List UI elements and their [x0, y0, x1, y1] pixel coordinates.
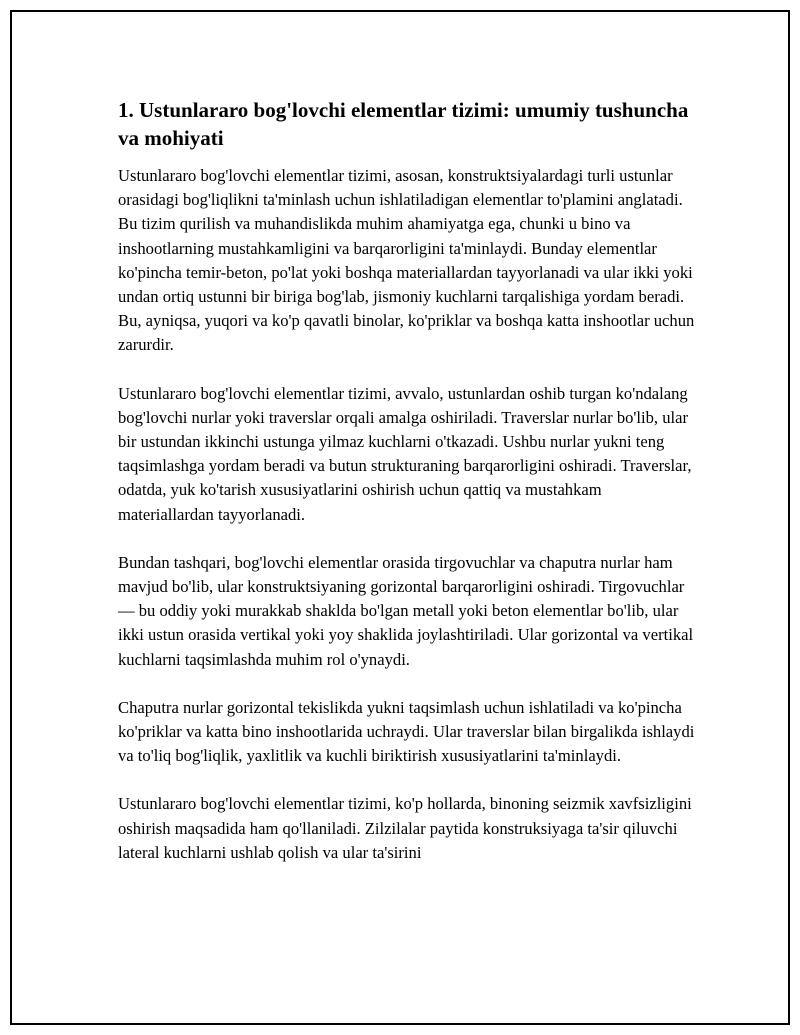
paragraph-5: Ustunlararo bog'lovchi elementlar tizimi, ko'p hollarda, binoning seizmik xavfsizligini oshirish maqsadida ham qo'llaniladi. Zilzilalar paytida konstruksiyaga ta'sir qiluvchi lateral kuchlarni ushlab qolish va ular ta'sirini	[118, 794, 692, 862]
document-page	[10, 10, 790, 1025]
section-heading: 1. Ustunlararo bog'lovchi elementlar tizimi: umumiy tushuncha va mohiyati	[118, 98, 689, 150]
document-body	[118, 96, 698, 889]
paragraph-1: Ustunlararo bog'lovchi elementlar tizimi, asosan, konstruktsiyalardagi turli ustunlar orasidagi bog'liqlikni ta'minlash uchun ishlatiladigan elementlar to'plamini anglatadi. Bu tizim qurilish va muhandislikda muhim ahamiyatga ega, chunki u bino va inshootlarning mustahkamligini va barqarorligini ta'minlaydi. Bunday elementlar ko'pincha temir-beton, po'lat yoki boshqa materiallardan tayyorlanadi va ular ikki yoki undan ortiq ustunni bir biriga bog'lab, jismoniy kuchlarni tarqalishiga yordam beradi. Bu, ayniqsa, yuqori va ko'p qavatli binolar, ko'priklar va boshqa katta inshootlar uchun zarurdir.	[118, 166, 695, 355]
paragraph-2: Ustunlararo bog'lovchi elementlar tizimi, avvalo, ustunlardan oshib turgan ko'ndalang bog'lovchi nurlar yoki traverslar orqali amalga oshiriladi. Traverslar nurlar bo'lib, ular bir ustundan ikkinchi ustunga yilmaz kuchlarni o'tkazadi. Ushbu nurlar yukni teng taqsimlashga yordam beradi va butun strukturaning barqarorligini oshiradi. Traverslar, odatda, yuk ko'tarish xususiyatlarini oshirish uchun qattiq va mustahkam materiallardan tayyorlanadi.	[118, 383, 692, 524]
paragraph-3: Bundan tashqari, bog'lovchi elementlar orasida tirgovuchlar va chaputra nurlar ham mavjud bo'lib, ular konstruktsiyaning gorizontal barqarorligini oshiradi. Tirgovuchlar — bu oddiy yoki murakkab shaklda bo'lgan metall yoki beton elementlar bo'lib, ular ikki ustun orasida vertikal yoki yoy shaklida joylashtiriladi. Ular gorizontal va vertikal kuchlarni taqsimlashda muhim rol o'ynaydi.	[118, 552, 694, 669]
paragraph-4: Chaputra nurlar gorizontal tekislikda yukni taqsimlash uchun ishlatiladi va ko'pincha ko'priklar va katta bino inshootlarida uchraydi. Ular traverslar bilan birgalikda ishlaydi va to'liq bog'liqlik, yaxlitlik va kuchli biriktirish xususiyatlarini ta'minlaydi.	[118, 697, 695, 766]
